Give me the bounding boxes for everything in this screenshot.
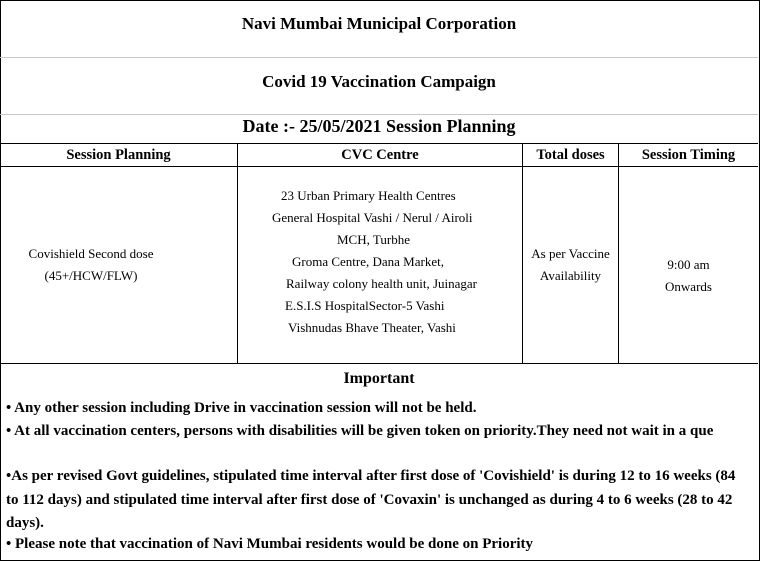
column-header-session-timing: Session Timing — [641, 147, 736, 163]
important-title: Important — [343, 370, 415, 387]
total-doses-cell — [523, 243, 618, 287]
organization-title: Navi Mumbai Municipal Corporation — [241, 14, 517, 33]
column-divider — [618, 143, 619, 363]
session-timing-cell — [619, 254, 758, 298]
session-planning-cell — [0, 243, 182, 287]
cvc-centre-line: Groma Centre, Dana Market, — [292, 254, 444, 269]
campaign-title: Covid 19 Vaccination Campaign — [262, 72, 496, 91]
important-bullet: • Please note that vaccination of Navi Mumbai residents would be done on Priority — [6, 536, 534, 552]
cvc-centre-line: E.S.I.S HospitalSector-5 Vashi — [285, 298, 445, 313]
divider — [0, 114, 758, 115]
important-bullet: • Any other session including Drive in vaccination session will not be held. — [6, 400, 477, 416]
important-bullet: •As per revised Govt guidelines, stipulated time interval after first dose of 'Covishield' is during 12 to 16 weeks (84 to 112 days) and stipulated time interval after first dose of 'Covaxin' is unchanged as during 4 to 6 weeks (28 to 42 days). — [6, 468, 736, 531]
table-bottom-border — [0, 363, 758, 364]
cvc-centre-line: Railway colony health unit, Juinagar — [286, 276, 477, 291]
cvc-centre-line: General Hospital Vashi / Nerul / Airoli — [272, 210, 473, 225]
session-planning-line: (45+/HCW/FLW) — [44, 268, 138, 283]
column-header-total-doses: Total doses — [536, 147, 605, 163]
divider — [0, 57, 758, 58]
total-doses-line: Availability — [539, 268, 602, 283]
date-line: Date :- 25/05/2021 Session Planning — [242, 116, 516, 136]
cvc-centre-line: Vishnudas Bhave Theater, Vashi — [288, 320, 456, 335]
column-header-cvc-centre: CVC Centre — [341, 147, 419, 163]
column-header-session-planning: Session Planning — [66, 147, 171, 163]
session-timing-line: 9:00 am — [667, 257, 710, 272]
cvc-centre-line: MCH, Turbhe — [337, 232, 410, 247]
cvc-centre-cell — [238, 185, 522, 339]
important-bullet: • At all vaccination centers, persons with disabilities will be given token on priority.They need not wait in a que — [6, 423, 714, 439]
session-timing-line: Onwards — [665, 279, 712, 294]
session-planning-line: Covishield Second dose — [28, 246, 154, 261]
table-header-border — [0, 166, 758, 167]
cvc-centre-line: 23 Urban Primary Health Centres — [281, 188, 456, 203]
total-doses-line: As per Vaccine — [531, 246, 610, 261]
